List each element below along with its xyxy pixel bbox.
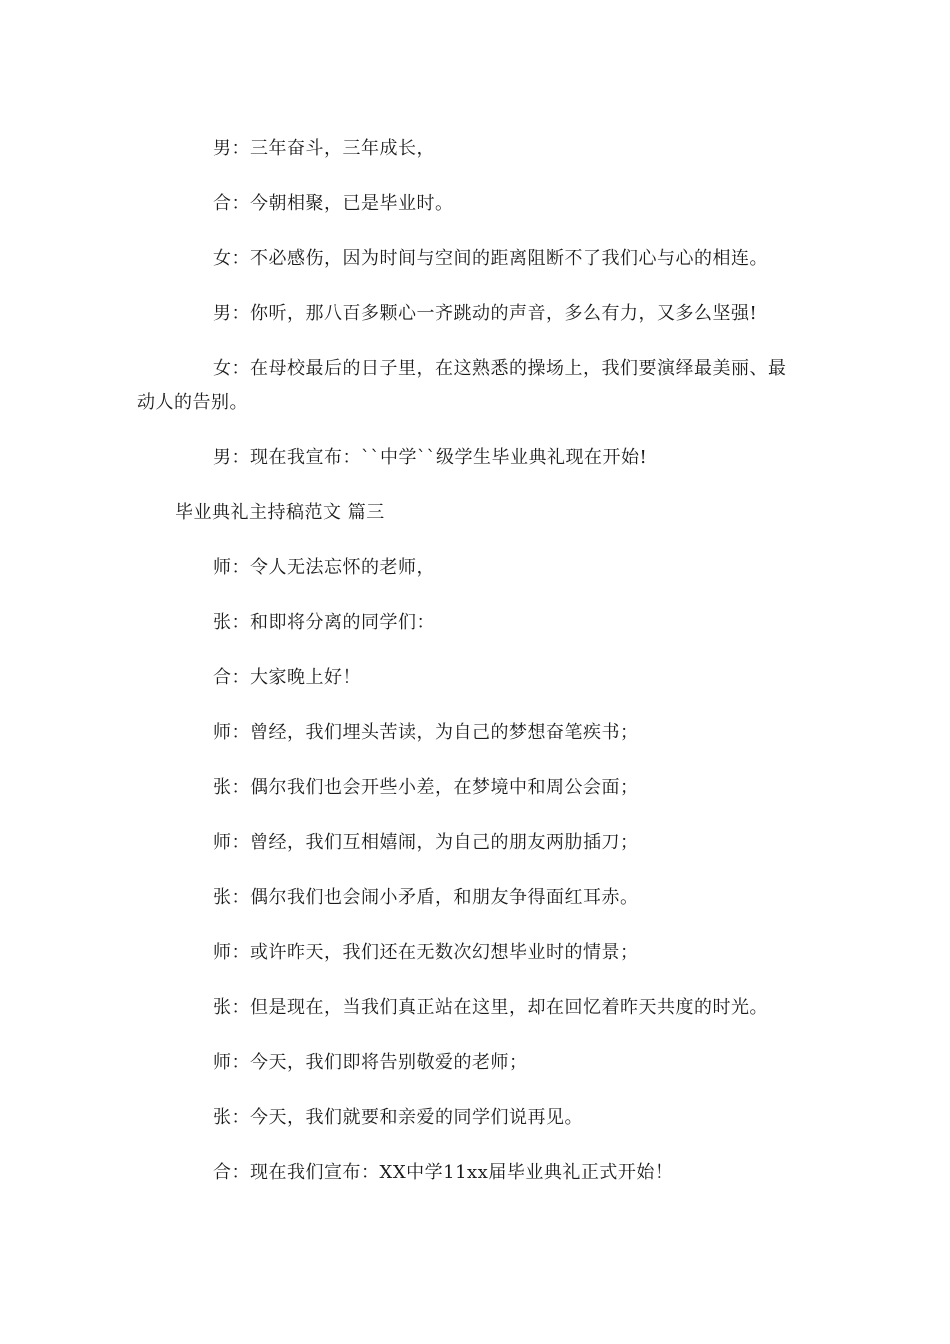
- dialogue-line: 张：偶尔我们也会开些小差，在梦境中和周公会面；: [213, 777, 639, 798]
- dialogue-line: 张：但是现在，当我们真正站在这里，却在回忆着昨天共度的时光。: [213, 997, 768, 1018]
- dialogue-line: 师：曾经，我们互相嬉闹，为自己的朋友两肋插刀；: [213, 832, 639, 853]
- dialogue-line: 女：不必感伤，因为时间与空间的距离阻断不了我们心与心的相连。: [213, 248, 768, 269]
- dialogue-line: 女：在母校最后的日子里，在这熟悉的操场上，我们要演绎最美丽、最: [213, 358, 787, 379]
- dialogue-line: 合：今朝相聚，已是毕业时。: [213, 193, 454, 214]
- dialogue-line: 男：你听，那八百多颗心一齐跳动的声音，多么有力，又多么坚强!: [213, 303, 758, 324]
- dialogue-line: 师：或许昨天，我们还在无数次幻想毕业时的情景；: [213, 942, 639, 963]
- dialogue-line: 张：今天，我们就要和亲爱的同学们说再见。: [213, 1107, 583, 1128]
- dialogue-line: 张：和即将分离的同学们：: [213, 612, 435, 633]
- dialogue-line: 师：曾经，我们埋头苦读，为自己的梦想奋笔疾书；: [213, 722, 639, 743]
- dialogue-line: 师：今天，我们即将告别敬爱的老师；: [213, 1052, 528, 1073]
- dialogue-line: 男：现在我宣布：``中学``级学生毕业典礼现在开始!: [213, 447, 648, 468]
- dialogue-line-continuation: 动人的告别。: [137, 392, 248, 413]
- dialogue-line: 男：三年奋斗，三年成长，: [213, 138, 435, 159]
- dialogue-line: 合：大家晚上好！: [213, 667, 361, 688]
- dialogue-line: 合：现在我们宣布：XX中学11xx届毕业典礼正式开始！: [213, 1162, 674, 1183]
- dialogue-line: 张：偶尔我们也会闹小矛盾，和朋友争得面红耳赤。: [213, 887, 639, 908]
- section-heading: 毕业典礼主持稿范文 篇三: [175, 502, 385, 523]
- dialogue-line: 师：令人无法忘怀的老师，: [213, 557, 435, 578]
